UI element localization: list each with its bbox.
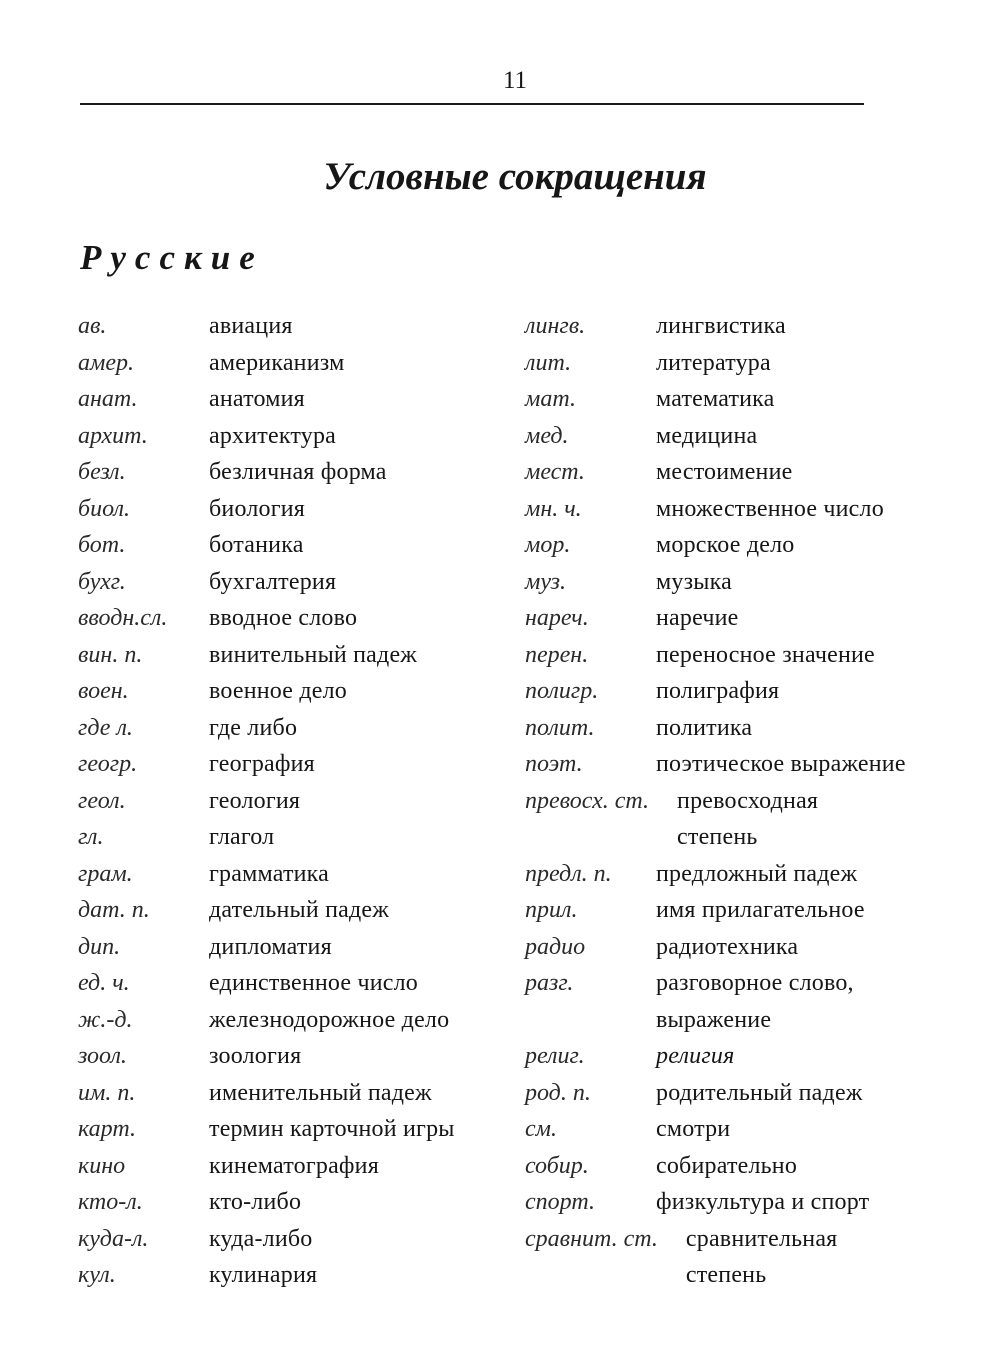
abbreviation: радио — [525, 933, 586, 960]
page-number: 11 — [502, 67, 528, 94]
meaning: множественное число — [656, 495, 884, 522]
list-item — [78, 1075, 508, 1112]
meaning: физкультура и спорт — [656, 1189, 870, 1215]
meaning: безличная форма — [209, 459, 387, 485]
list-item — [78, 491, 508, 528]
abbreviation: сравнит. ст. — [525, 1225, 658, 1252]
abbreviation: муз. — [525, 568, 567, 595]
list-item — [525, 1111, 985, 1148]
meaning: наречие — [656, 605, 739, 631]
page-title: Условные сокращения — [323, 155, 707, 198]
meaning: имя прилагательное — [656, 897, 865, 923]
abbreviation: кино — [78, 1152, 126, 1179]
list-item — [78, 637, 508, 674]
meaning: переносное значение — [656, 641, 875, 668]
abbreviation: мат. — [525, 386, 576, 412]
list-item — [525, 637, 985, 674]
abbreviation: предл. п. — [525, 860, 612, 887]
meaning: винительный падеж — [209, 641, 418, 668]
abbreviation: мор. — [525, 532, 571, 558]
meaning: архитектура — [209, 422, 337, 449]
abbreviation: ав. — [78, 313, 107, 339]
list-item — [78, 454, 508, 491]
list-item — [525, 527, 985, 564]
meaning: глагол — [209, 824, 275, 850]
abbreviation: геол. — [78, 787, 126, 814]
list-item — [78, 564, 508, 601]
list-item — [525, 381, 985, 418]
list-item — [78, 1184, 508, 1221]
meaning: политика — [656, 714, 753, 741]
list-item — [525, 1148, 985, 1185]
abbreviation: кул. — [78, 1262, 116, 1288]
meaning: география — [209, 751, 315, 777]
list-item — [525, 892, 985, 929]
meaning: анатомия — [209, 386, 305, 412]
abbreviation: мест. — [525, 459, 585, 485]
meaning: сравнительная степень — [685, 1225, 838, 1288]
list-item — [78, 929, 508, 966]
abbreviation: разг. — [525, 970, 574, 996]
meaning: религия — [656, 1043, 735, 1069]
abbreviation: род. п. — [525, 1079, 591, 1106]
meaning: полиграфия — [656, 678, 780, 704]
list-item — [525, 929, 985, 966]
abbreviation: ж.-д. — [78, 1006, 133, 1033]
list-item — [525, 965, 985, 1038]
abbreviation: дат. п. — [78, 897, 150, 923]
abbreviation: бот. — [78, 532, 126, 558]
meaning: грамматика — [209, 860, 330, 887]
abbreviation: мн. ч. — [525, 495, 582, 522]
list-item — [78, 856, 508, 893]
abbreviation: вин. п. — [78, 641, 143, 668]
list-item — [78, 381, 508, 418]
meaning: разговорное слово, выражение — [656, 970, 854, 1033]
meaning: авиация — [209, 313, 293, 339]
list-item — [78, 1221, 508, 1258]
list-item — [78, 1038, 508, 1075]
abbreviation: где л. — [78, 714, 133, 741]
meaning: математика — [656, 386, 775, 412]
meaning: зоология — [209, 1043, 302, 1069]
list-item — [78, 892, 508, 929]
meaning: медицина — [656, 422, 758, 449]
list-item — [525, 454, 985, 491]
meaning: дипломатия — [209, 933, 332, 960]
meaning: литература — [656, 349, 771, 376]
meaning: кинематография — [209, 1152, 379, 1179]
list-item — [78, 308, 508, 345]
abbreviation: превосх. ст. — [525, 787, 650, 814]
meaning: дательный падеж — [209, 897, 390, 923]
list-item — [525, 600, 985, 637]
meaning: местоимение — [656, 459, 793, 485]
abbreviation: грам. — [78, 860, 133, 887]
abbreviation: биол. — [78, 495, 130, 522]
abbreviation: перен. — [525, 641, 589, 668]
abbreviation: см. — [525, 1116, 557, 1142]
list-item — [525, 1184, 985, 1221]
list-item — [525, 673, 985, 710]
list-item — [78, 527, 508, 564]
meaning: вводное слово — [209, 605, 358, 631]
list-item — [525, 1038, 985, 1075]
list-item — [78, 1148, 508, 1185]
meaning: музыка — [656, 568, 732, 595]
list-item — [78, 1257, 508, 1294]
abbreviation: мед. — [525, 422, 569, 449]
list-item — [78, 345, 508, 382]
section-title: Русские — [80, 238, 264, 277]
meaning: именительный падеж — [209, 1079, 432, 1106]
abbreviation: дип. — [78, 933, 121, 960]
list-item — [78, 673, 508, 710]
abbreviation: гл. — [78, 824, 104, 850]
abbreviation: религ. — [525, 1043, 585, 1069]
list-item — [525, 491, 985, 528]
list-item — [525, 856, 985, 893]
list-item — [78, 819, 508, 856]
list-item — [525, 308, 985, 345]
left-column — [78, 308, 508, 1294]
abbreviation: ед. ч. — [78, 970, 130, 996]
meaning: железнодорожное дело — [209, 1006, 450, 1033]
abbreviation: им. п. — [78, 1079, 136, 1106]
list-item — [525, 710, 985, 747]
header-rule — [80, 103, 864, 105]
abbreviation: нареч. — [525, 605, 589, 631]
abbreviation: безл. — [78, 459, 126, 485]
abbreviation: геогр. — [78, 751, 138, 777]
list-item — [525, 345, 985, 382]
abbreviation: лит. — [525, 349, 572, 376]
abbreviation: куда-л. — [78, 1225, 149, 1252]
abbreviation: поэт. — [525, 751, 583, 777]
list-item — [525, 1221, 985, 1294]
list-item — [525, 783, 985, 856]
list-item — [525, 746, 985, 783]
abbreviation: зоол. — [78, 1043, 127, 1069]
abbreviation: амер. — [78, 349, 134, 376]
meaning: родительный падеж — [656, 1079, 863, 1106]
meaning: предложный падеж — [656, 860, 858, 887]
meaning: поэтическое выражение — [656, 751, 906, 777]
list-item — [78, 600, 508, 637]
list-item — [78, 746, 508, 783]
abbreviation: бухг. — [78, 568, 126, 595]
meaning: военное дело — [209, 678, 347, 704]
abbreviation: лингв. — [525, 313, 586, 339]
meaning: морское дело — [656, 532, 795, 558]
meaning: радиотехника — [656, 933, 799, 960]
meaning: ботаника — [209, 532, 304, 558]
meaning: где либо — [209, 714, 298, 741]
meaning: американизм — [209, 349, 345, 376]
right-column — [525, 308, 985, 1294]
meaning: лингвистика — [656, 313, 786, 339]
meaning: единственное число — [209, 970, 418, 996]
meaning: превосходная степень — [677, 787, 819, 850]
abbreviation: карт. — [78, 1116, 136, 1142]
list-item — [78, 418, 508, 455]
list-item — [78, 710, 508, 747]
abbreviation: полигр. — [525, 678, 599, 704]
abbreviation: воен. — [78, 678, 129, 704]
meaning: кулинария — [209, 1262, 318, 1288]
meaning: биология — [209, 495, 306, 522]
abbreviation: кто-л. — [78, 1189, 143, 1215]
list-item — [78, 1111, 508, 1148]
abbreviation: собир. — [525, 1152, 589, 1179]
list-item — [78, 965, 508, 1002]
list-item — [78, 783, 508, 820]
meaning: куда-либо — [209, 1225, 313, 1252]
abbreviation: полит. — [525, 714, 595, 741]
abbreviation: спорт. — [525, 1189, 595, 1215]
abbreviation: вводн.сл. — [78, 605, 168, 631]
list-item — [525, 564, 985, 601]
abbreviation: архит. — [78, 422, 148, 449]
meaning: кто-либо — [209, 1189, 302, 1215]
meaning: бухгалтерия — [209, 568, 337, 595]
meaning: геология — [209, 787, 301, 814]
list-item — [525, 418, 985, 455]
abbreviation: анат. — [78, 386, 138, 412]
meaning: собирательно — [656, 1152, 798, 1179]
abbreviation: прил. — [525, 897, 578, 923]
list-item — [525, 1075, 985, 1112]
list-item — [78, 1002, 508, 1039]
meaning: смотри — [656, 1116, 731, 1142]
meaning: термин карточной игры — [209, 1116, 455, 1142]
